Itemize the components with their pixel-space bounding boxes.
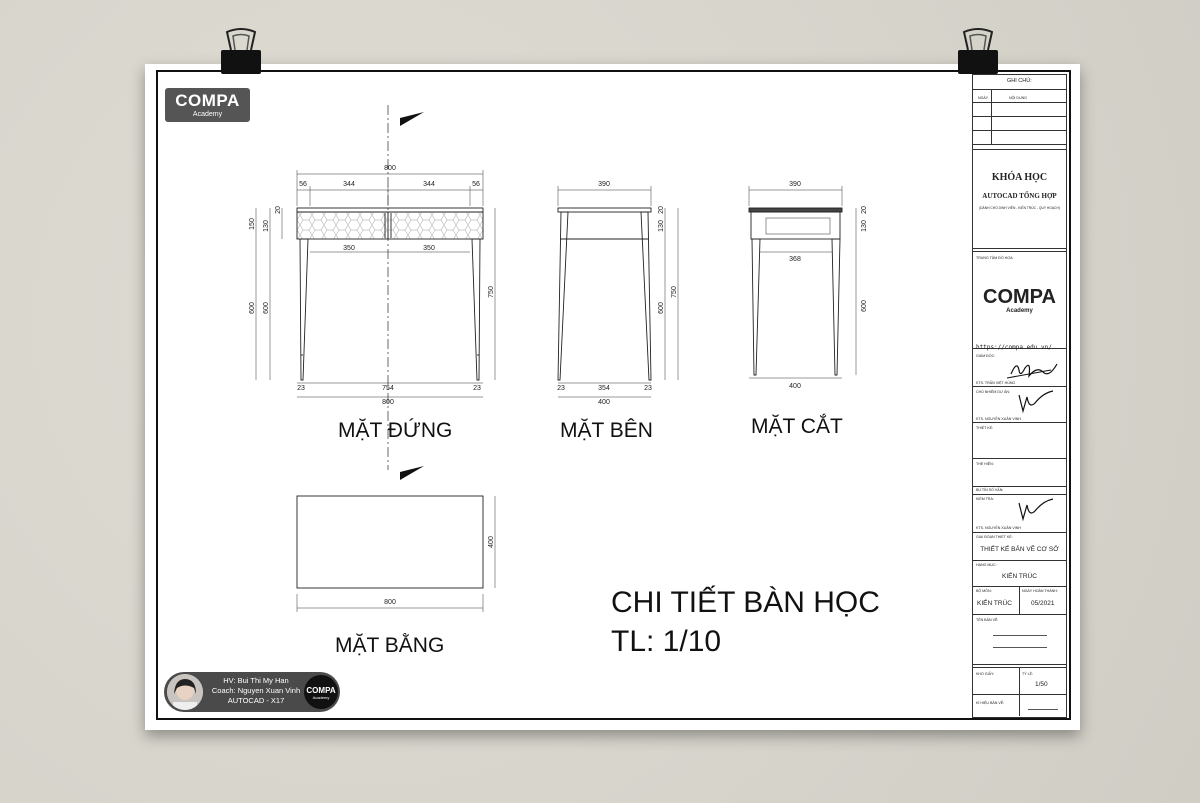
front-elevation [297,208,483,380]
front-dim-top-4: 56 [472,181,480,188]
tb-director-label: GIÁM ĐỐC: [976,354,996,358]
student-badge-logo [304,675,338,709]
front-dim-h-leg-2: 600 [263,302,270,314]
tb-date-header: NGÀY [978,96,989,100]
tb-director-name: KTS. TRẦN VIỆT HÙNG [976,381,1016,385]
student-name: HV: Bui Thi My Han [223,676,289,685]
tb-design [973,423,1066,459]
front-dim-top-2: 344 [343,181,355,188]
tb-code [973,695,1066,717]
tb-course-1: KHÓA HỌC [991,172,1048,183]
front-dim-total: 800 [384,165,396,172]
tb-course-3: (DÀNH CHO DINH VIÊN - KIẾN TRÚC - QUY HOẠCH) [979,206,1060,210]
tb-drawing-name [973,615,1066,665]
front-dim-top-1: 56 [299,181,307,188]
front-dim-h-leg: 600 [249,302,256,314]
section-dim-h-leg: 600 [861,300,868,312]
front-dim-drawer-2: 350 [423,245,435,252]
student-logo-sub: Academy [312,695,330,700]
tb-size [973,667,1066,695]
side-dim-top-thk: 20 [658,206,665,214]
plan-view [297,496,483,588]
student-badge [164,672,340,712]
label-front-elevation: MẶT ĐỨNG [338,419,453,442]
plan-dim-width: 800 [384,599,396,606]
tb-structure-label: BÚ TÍN SỐ VẤN: [976,488,1004,492]
drawing-title: CHI TIẾT BÀN HỌC [611,586,880,619]
section-dim-inner: 368 [789,256,801,263]
tb-phase-value: THIẾT KẾ BẢN VẼ CƠ SỞ [980,546,1059,553]
title-block [972,74,1067,718]
tb-phase [973,533,1066,561]
front-dim-h-top: 150 [249,218,256,230]
cut-flag-bottom-icon [400,466,424,480]
tb-ratio-label: TỶ LỆ: [1022,672,1033,676]
section-dim-top-thk: 20 [861,206,868,214]
front-dim-drawer-1: 350 [343,245,355,252]
label-side-elevation: MẶT BÊN [560,419,653,442]
tb-logo: COMPA [983,286,1056,308]
tb-director [973,351,1066,387]
tb-date-done-value: 05/2021 [1031,600,1055,607]
tb-check-label: KIỂM TRA: [976,497,994,501]
front-dim-foot-right: 23 [473,385,481,392]
side-dim-h-leg: 600 [658,302,665,314]
tb-logo-sub: Academy [1006,308,1033,314]
tb-name-label: TÊN BẢN VẼ: [976,618,999,622]
side-dim-bottom-total: 400 [598,399,610,406]
tb-notes-label: GHI CHÚ: [1007,78,1032,84]
tb-lead [973,387,1066,423]
tb-notes [973,75,1066,145]
tb-item-value: KIẾN TRÚC [1002,573,1037,580]
lead-signature-icon [1013,389,1063,417]
side-dim-h-drawer: 130 [658,220,665,232]
tb-ratio-value: 1/50 [1035,681,1048,688]
tb-item-label: HẠNG MỤC: [976,563,997,567]
tb-center-label: TRUNG TÂM ĐỒ HỌA: [976,256,1014,260]
side-elevation [558,208,651,380]
tb-design-label: THIẾT KẾ: [976,426,994,430]
student-logo-text: COMPA [306,686,336,695]
director-signature-icon [1003,356,1063,384]
tb-course [973,149,1066,249]
side-dim-bottom-inner: 354 [598,385,610,392]
brand-sub: Academy [192,111,223,118]
drawing-scale: TL: 1/10 [611,625,722,658]
side-dim-foot-left: 23 [557,385,565,392]
front-dim-bottom: 754 [382,385,394,392]
tb-lead-label: CHỦ NHIỆM DỰ ÁN: [976,390,1011,394]
tb-url: https://compa.edu.vn/ [976,344,1052,351]
student-course: AUTOCAD - X17 [227,696,285,705]
tb-perform-label: THỂ HIỆN: [976,462,994,466]
plan-dim-depth: 400 [488,536,495,548]
tb-dept-value: KIẾN TRÚC [977,600,1012,607]
check-signature-icon [1013,497,1063,525]
front-dim-h-drawer: 130 [263,220,270,232]
avatar [167,674,203,710]
tb-structure [973,487,1066,495]
front-dim-foot-left: 23 [297,385,305,392]
cut-flag-top-icon [400,112,424,126]
student-coach: Coach: Nguyen Xuan Vinh [211,686,301,695]
front-dim-bottom-total: 800 [382,399,394,406]
tb-code-label: KÍ HIỆU BẢN VẼ: [976,701,1005,705]
tb-phase-label: GIAI ĐOẠN THIẾT KẾ: [976,535,1013,539]
side-dim-h-total: 750 [671,286,678,298]
label-plan: MẶT BẰNG [335,634,445,657]
tb-size-label: KHỔ GIẤY: [976,672,995,676]
side-dim-top: 390 [598,181,610,188]
tb-content-header: NỘI DUNG [1009,96,1027,100]
label-section: MẶT CẮT [751,415,843,438]
tb-lead-name: KTS. NGUYỄN XUÂN VINH [976,417,1021,421]
student-info [206,676,306,706]
section-dim-bottom-total: 400 [789,383,801,390]
section-dim-h-drawer: 130 [861,220,868,232]
front-dim-top-thk: 20 [275,206,282,214]
section-dim-top: 390 [789,181,801,188]
brand-name: COMPA [175,91,240,110]
front-dim-top-3: 344 [423,181,435,188]
tb-check-name: KTS. NGUYỄN XUÂN VINH [976,526,1021,530]
front-dim-h-total: 750 [488,286,495,298]
section-view [749,208,842,375]
tb-dept-label: BỘ MÔN: [976,589,992,593]
tb-item [973,561,1066,587]
tb-perform [973,459,1066,487]
tb-check [973,495,1066,533]
tb-course-2: AUTOCAD TỔNG HỢP [982,192,1057,200]
tb-dept [973,587,1066,615]
tb-center [973,251,1066,349]
tb-date-done-label: NGÀY HOÀN THÀNH: [1022,589,1058,593]
side-dim-foot-right: 23 [644,385,652,392]
